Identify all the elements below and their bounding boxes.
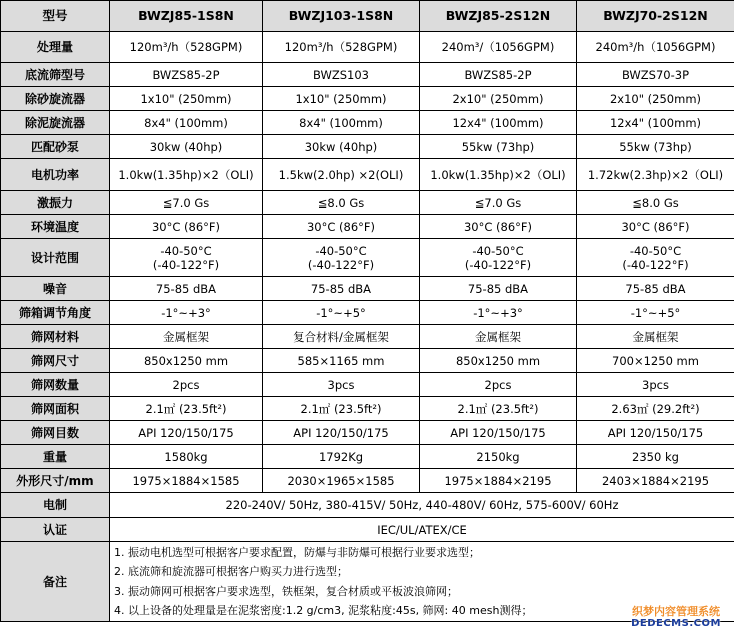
row-label: 筛网面积 [1, 397, 110, 421]
spec-cell [110, 239, 263, 277]
row-label: 设计范围 [1, 239, 110, 277]
spec-cell: 30kw (40hp) [110, 135, 263, 159]
row-label: 备注 [1, 542, 110, 622]
spec-cell: 2403×1884×2195 [577, 469, 734, 493]
header-model-label: 型号 [1, 1, 110, 32]
spec-cell: 3pcs [577, 373, 734, 397]
spec-cell: 2030×1965×1585 [263, 469, 420, 493]
spec-cell: -1°~+5° [577, 301, 734, 325]
spec-cell: 1.0kw(1.35hp)×2（OLI) [110, 159, 263, 191]
range-celsius: -40-50°C [160, 243, 212, 258]
spec-cell: 2pcs [420, 373, 577, 397]
row-label: 筛箱调节角度 [1, 301, 110, 325]
range-fahrenheit: (-40-122°F) [622, 257, 689, 272]
spec-row-desander [1, 87, 734, 111]
spec-cell: 1.72kw(2.3hp)×2（OLI) [577, 159, 734, 191]
spec-cell: 2.1㎡ (23.5ft²) [263, 397, 420, 421]
row-label: 除泥旋流器 [1, 111, 110, 135]
spec-cell: ≦7.0 Gs [420, 191, 577, 215]
spec-cell: 金属框架 [420, 325, 577, 349]
spec-cell: 55kw (73hp) [420, 135, 577, 159]
row-label: 底流筛型号 [1, 63, 110, 87]
spec-row-weight [1, 445, 734, 469]
watermark-text: 织梦内容管理系统 [632, 605, 720, 618]
range-celsius: -40-50°C [629, 243, 682, 258]
spec-cell: 2.63㎡ (29.2ft²) [577, 397, 734, 421]
range-fahrenheit: (-40-122°F) [152, 257, 220, 272]
spec-cell: 850x1250 mm [110, 349, 263, 373]
electric-value: 220-240V/ 50Hz, 380-415V/ 50Hz, 440-480V/ 60Hz, 575-600V/ 60Hz [110, 493, 734, 518]
spec-cell: ≦7.0 Gs [110, 191, 263, 215]
spec-cell: -1°~+3° [110, 301, 263, 325]
spec-row-underflow-screen [1, 63, 734, 87]
spec-cell: 1975×1884×2195 [420, 469, 577, 493]
spec-cell: API 120/150/175 [420, 421, 577, 445]
header-model-1: BWZJ85-1S8N [110, 1, 263, 32]
range-fahrenheit: (-40-122°F) [307, 257, 375, 272]
spec-cell: 12x4" (100mm) [577, 111, 734, 135]
spec-cell: 1580kg [110, 445, 263, 469]
spec-cell: 2.1㎡ (23.5ft²) [110, 397, 263, 421]
spec-row-deck-angle [1, 301, 734, 325]
spec-cell: -1°~+3° [420, 301, 577, 325]
spec-row-motor-power [1, 159, 734, 191]
spec-row-screen-mesh [1, 421, 734, 445]
row-label: 筛网尺寸 [1, 349, 110, 373]
spec-cell [420, 239, 577, 277]
spec-cell: 复合材料/金属框架 [263, 325, 420, 349]
row-label: 匹配砂泵 [1, 135, 110, 159]
spec-cell: 8x4" (100mm) [263, 111, 420, 135]
spec-row-screen-size [1, 349, 734, 373]
spec-row-sand-pump [1, 135, 734, 159]
spec-cell: 700×1250 mm [577, 349, 734, 373]
range-celsius: -40-50°C [472, 243, 524, 258]
row-label: 电机功率 [1, 159, 110, 191]
spec-cell: 120m³/h（528GPM) [110, 32, 263, 63]
spec-cell [263, 239, 420, 277]
spec-cell [577, 239, 734, 277]
spec-cell: 240m³/h（1056GPM) [577, 32, 734, 63]
spec-cell: 12x4" (100mm) [420, 111, 577, 135]
spec-cell: 2pcs [110, 373, 263, 397]
spec-cell: 585×1165 mm [263, 349, 420, 373]
spec-cell: 240m³/（1056GPM) [420, 32, 577, 63]
spec-cell: 30°C (86°F) [263, 215, 420, 239]
spec-cell: 2x10" (250mm) [420, 87, 577, 111]
spec-cell: 30°C (86°F) [577, 215, 734, 239]
spec-cell: 30kw (40hp) [263, 135, 420, 159]
spec-row-noise [1, 277, 734, 301]
spec-row-screen-area [1, 397, 734, 421]
spec-cell: 3pcs [263, 373, 420, 397]
spec-cell: 金属框架 [577, 325, 734, 349]
spec-cell: 8x4" (100mm) [110, 111, 263, 135]
spec-cell: BWZS85-2P [420, 63, 577, 87]
spec-row-electric [1, 493, 734, 518]
spec-cell: 2150kg [420, 445, 577, 469]
header-model-4: BWZJ70-2S12N [577, 1, 734, 32]
note-line: 3. 振动筛网可根据客户要求选型，铁框架，复合材质或平板波浪筛网； [114, 584, 458, 598]
spec-cell: ≦8.0 Gs [263, 191, 420, 215]
spec-cell: 55kw (73hp) [577, 135, 734, 159]
spec-cell: BWZS103 [263, 63, 420, 87]
spec-cell: BWZS85-2P [110, 63, 263, 87]
spec-cell: 75-85 dBA [110, 277, 263, 301]
spec-cell: 850x1250 mm [420, 349, 577, 373]
spec-row-ambient-temp [1, 215, 734, 239]
spec-row-notes [1, 542, 734, 622]
spec-cell: 75-85 dBA [577, 277, 734, 301]
header-row [1, 1, 734, 32]
spec-cell: 1x10" (250mm) [263, 87, 420, 111]
spec-row-dimensions [1, 469, 734, 493]
spec-cell: 120m³/h（528GPM) [263, 32, 420, 63]
spec-cell: 75-85 dBA [263, 277, 420, 301]
range-fahrenheit: (-40-122°F) [464, 257, 532, 272]
spec-cell: 2x10" (250mm) [577, 87, 734, 111]
spec-cell: 金属框架 [110, 325, 263, 349]
spec-cell: API 120/150/175 [577, 421, 734, 445]
header-model-2: BWZJ103-1S8N [263, 1, 420, 32]
spec-cell: 1792Kg [263, 445, 420, 469]
spec-row-vibration-force [1, 191, 734, 215]
range-celsius: -40-50°C [315, 243, 367, 258]
spec-cell: 30°C (86°F) [110, 215, 263, 239]
spec-cell: 1.0kw(1.35hp)×2（OLI) [420, 159, 577, 191]
spec-cell: -1°~+5° [263, 301, 420, 325]
note-line: 4. 以上设备的处理量是在泥浆密度:1.2 g/cm3, 泥浆粘度:45s, 筛网: 40 mesh测得； [114, 604, 533, 617]
spec-cell: API 120/150/175 [263, 421, 420, 445]
row-label: 筛网目数 [1, 421, 110, 445]
spec-cell: 2.1㎡ (23.5ft²) [420, 397, 577, 421]
watermark-domain: DEDECMS.COM [631, 618, 721, 629]
spec-row-desilter [1, 111, 734, 135]
row-label: 电制 [1, 493, 110, 518]
spec-cell: 75-85 dBA [420, 277, 577, 301]
spec-row-certification [1, 518, 734, 542]
row-label: 噪音 [1, 277, 110, 301]
spec-cell: 1.5kw(2.0hp) ×2(OLI) [263, 159, 420, 191]
row-label: 除砂旋流器 [1, 87, 110, 111]
spec-cell: 1975×1884×1585 [110, 469, 263, 493]
spec-cell: 2350 kg [577, 445, 734, 469]
row-label: 外形尺寸/mm [1, 469, 110, 493]
spec-cell: 30°C (86°F) [420, 215, 577, 239]
row-label: 激振力 [1, 191, 110, 215]
row-label: 筛网材料 [1, 325, 110, 349]
row-label: 处理量 [1, 32, 110, 63]
row-label: 环境温度 [1, 215, 110, 239]
header-model-3: BWZJ85-2S12N [420, 1, 577, 32]
row-label: 筛网数量 [1, 373, 110, 397]
spec-cell: 1x10" (250mm) [110, 87, 263, 111]
spec-cell: BWZS70-3P [577, 63, 734, 87]
row-label: 重量 [1, 445, 110, 469]
row-label: 认证 [1, 518, 110, 542]
spec-row-capacity [1, 32, 734, 63]
note-line: 2. 底流筛和旋流器可根据客户购买力进行选型； [114, 565, 348, 578]
notes-cell [110, 542, 734, 622]
spec-cell: API 120/150/175 [110, 421, 263, 445]
note-line: 1. 振动电机选型可根据客户要求配置，防爆与非防爆可根据行业要求选型； [114, 545, 480, 559]
spec-row-screen-material [1, 325, 734, 349]
spec-row-design-range [1, 239, 734, 277]
certification-value: IEC/UL/ATEX/CE [110, 518, 734, 542]
spec-cell: ≦8.0 Gs [577, 191, 734, 215]
spec-row-screen-qty [1, 373, 734, 397]
